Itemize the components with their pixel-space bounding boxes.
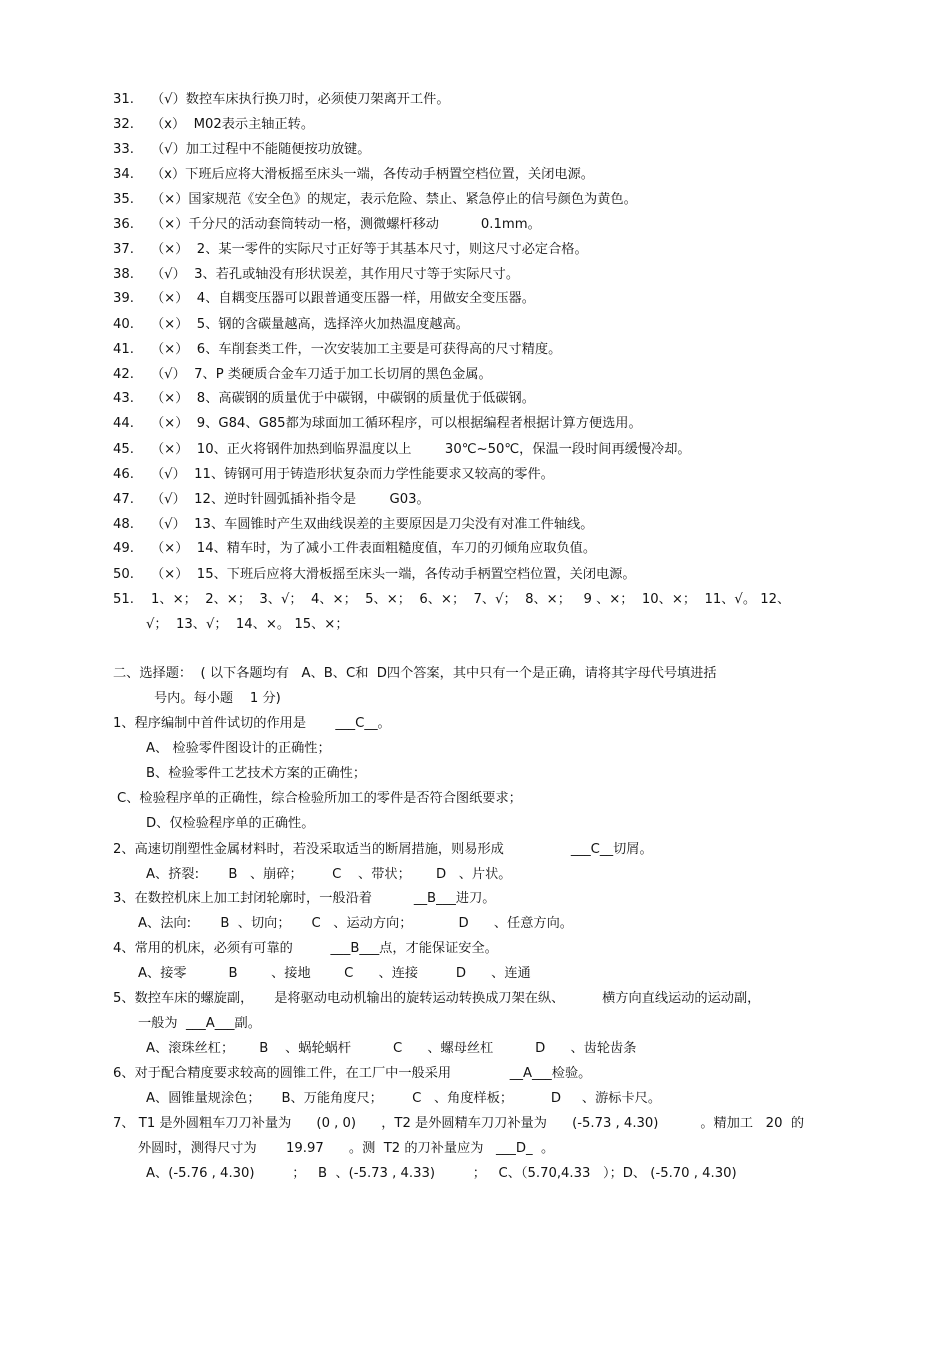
option-line: A、滚珠丝杠； B 、蜗轮蜗杆 C 、螺母丝杠 D 、齿轮齿条 [146,1041,637,1056]
section-heading-cont: 号内。每小题 1 分) [154,691,281,706]
option-line: A、 检验零件图设计的正确性； [146,741,331,756]
tf-item: 45. （×） 10、正火将钢件加热到临界温度以上 30℃~50℃，保温一段时间再缓慢冷却。 [113,442,691,457]
tf-item: 42. （√） 7、P 类硬质合金车刀适于加工长切屑的黑色金属。 [113,367,492,382]
tf-item: 35. （×）国家规范《安全色》的规定，表示危险、禁止、紧急停止的信号颜色为黄色。 [113,192,637,207]
question-3: 3、在数控机床上加工封闭轮廓时，一般沿着 __B___进刀。 [113,891,496,906]
option-line: D、仅检验程序单的正确性。 [146,816,315,831]
tf-item: 47. （√） 12、逆时针圆弧插补指令是 G03。 [113,492,430,507]
question-7-cont: 外圆时，测得尺寸为 19.97 。测 T2 的刀补量应为 ___D_ 。 [138,1141,555,1156]
tf-item: 41. （×） 6、车削套类工件，一次安装加工主要是可获得高的尺寸精度。 [113,342,562,357]
tf-item: 43. （×） 8、高碳钢的质量优于中碳钢，中碳钢的质量优于低碳钢。 [113,391,535,406]
question-4: 4、常用的机床，必须有可靠的 ___B___点，才能保证安全。 [113,941,498,956]
tf-item: 50. （×） 15、下班后应将大滑板摇至床头一端，各传动手柄置空档位置，关闭电源。 [113,567,636,582]
tf-item: 39. （×） 4、自耦变压器可以跟普通变压器一样，用做安全变压器。 [113,291,535,306]
option-line: A、圆锥量规涂色； B、万能角度尺； C 、角度样板； D 、游标卡尺。 [146,1091,662,1106]
option-line: A、(-5.76 , 4.30) ； B 、(-5.73 , 4.33) ； C、（5.70,4.33 ）；D、 (-5.70 , 4.30) [146,1166,737,1181]
tf-item: 48. （√） 13、车圆锥时产生双曲线误差的主要原因是刀尖没有对准工件轴线。 [113,517,594,532]
question-7: 7、 T1 是外圆粗车刀刀补量为 (0 , 0) ，T2 是外圆精车刀刀补量为 (-5.73 , 4.30) 。精加工 20 的 [113,1116,805,1131]
tf-item: 33. （√）加工过程中不能随便按功放键。 [113,142,371,157]
question-6: 6、对于配合精度要求较高的圆锥工件，在工厂中一般采用 __A___检验。 [113,1066,592,1081]
answer-key-line1: 51. 1、×； 2、×； 3、√； 4、×； 5、×； 6、×； 7、√； 8、×； 9 、×； 10、×； 11、√。 12、 [113,592,791,607]
option-line: A、接零 B 、接地 C 、连接 D 、连通 [138,966,531,981]
question-1: 1、程序编制中首件试切的作用是 ___C__。 [113,716,391,731]
tf-item: 40. （×） 5、钢的含碳量越高，选择淬火加热温度越高。 [113,317,469,332]
option-line: C、检验程序单的正确性，综合检验所加工的零件是否符合图纸要求； [117,791,522,806]
tf-item: 49. （×） 14、精车时，为了减小工件表面粗糙度值，车刀的刃倾角应取负值。 [113,541,597,556]
tf-item: 36. （×）千分尺的活动套筒转动一格，测微螺杆移动 0.1mm。 [113,217,541,232]
question-5: 5、数控车床的螺旋副， 是将驱动电动机输出的旋转运动转换成刀架在纵、 横方向直线运动的运动副， [113,991,761,1006]
tf-item: 38. （√） 3、若孔或轴没有形状误差，其作用尺寸等于实际尺寸。 [113,267,520,282]
question-5-cont: 一般为 ___A___副。 [138,1016,261,1031]
option-line: A、法向: B 、切向； C 、运动方向； D 、任意方向。 [138,916,573,931]
answer-key-line2: √； 13、√； 14、×。 15、×； [146,617,349,632]
tf-item: 46. （√） 11、铸钢可用于铸造形状复杂而力学性能要求又较高的零件。 [113,467,554,482]
section-heading: 二、选择题： ( 以下各题均有 A、B、C和 D四个答案，其中只有一个是正确，请将其字母代号填进括 [113,666,717,681]
tf-item: 32. （x） M02表示主轴正转。 [113,117,315,132]
tf-item: 44. （×） 9、G84、G85都为球面加工循环程序，可以根据编程者根据计算方便选用。 [113,416,642,431]
option-line: A、挤裂: B 、崩碎； C 、带状； D 、片状。 [146,867,512,882]
tf-item: 31. （√）数控车床执行换刀时，必须使刀架离开工件。 [113,92,450,107]
tf-item: 37. （×） 2、某一零件的实际尺寸正好等于其基本尺寸，则这尺寸必定合格。 [113,242,588,257]
tf-item: 34. （x）下班后应将大滑板摇至床头一端，各传动手柄置空档位置，关闭电源。 [113,167,594,182]
option-line: B、检验零件工艺技术方案的正确性； [146,766,367,781]
question-2: 2、高速切削塑性金属材料时，若没采取适当的断屑措施，则易形成 ___C__切屑。 [113,842,653,857]
